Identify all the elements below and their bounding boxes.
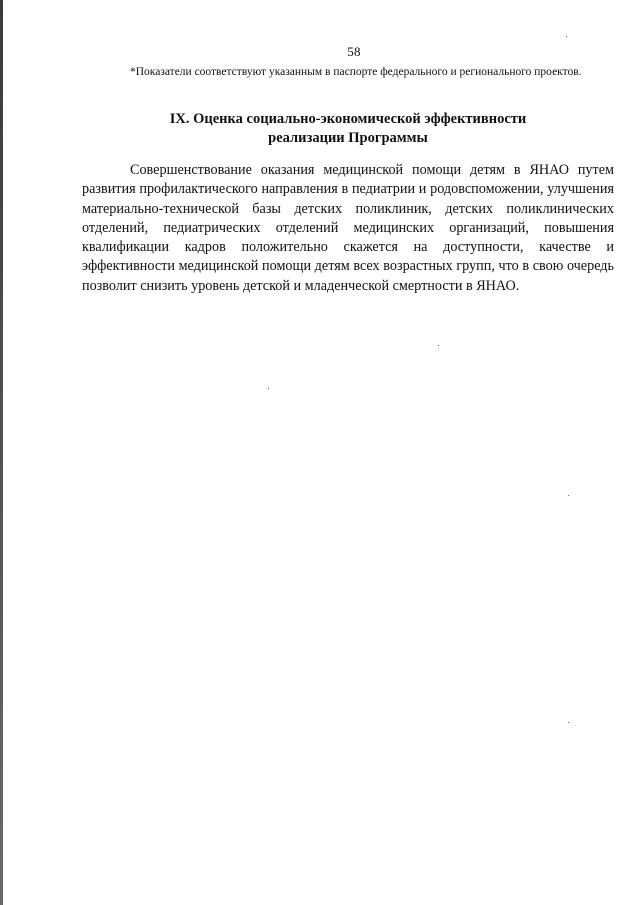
scan-speck (568, 722, 569, 723)
section-title (82, 110, 614, 148)
scan-speck (438, 345, 439, 346)
scan-speck (566, 36, 567, 37)
page-number: 58 (347, 44, 361, 59)
section-title-line-1: IX. Оценка социально-экономической эффективности (169, 111, 527, 127)
scan-edge-shadow (0, 0, 3, 905)
footnote: *Показатели соответствуют указанным в паспорте федерального и регионального проектов. (130, 66, 582, 78)
scan-speck (568, 495, 569, 496)
scan-speck (268, 388, 269, 389)
body-paragraph: Совершенствование оказания медицинской помощи детям в ЯНАО путем развития профилактического направления в педиатрии и родовспоможении, улучшения материально-технической базы детских поликлиник, детских поликлинических отделений, педиатрических отделений медицинских организаций, повышения квалификации кадров положительно скажется на доступности, качестве и эффективности медицинской помощи детям всех возрастных групп, что в свою очередь позволит снизить уровень детской и младенческой смертности в ЯНАО. (82, 162, 614, 294)
section-title-line-2: реализации Программы (268, 130, 428, 146)
